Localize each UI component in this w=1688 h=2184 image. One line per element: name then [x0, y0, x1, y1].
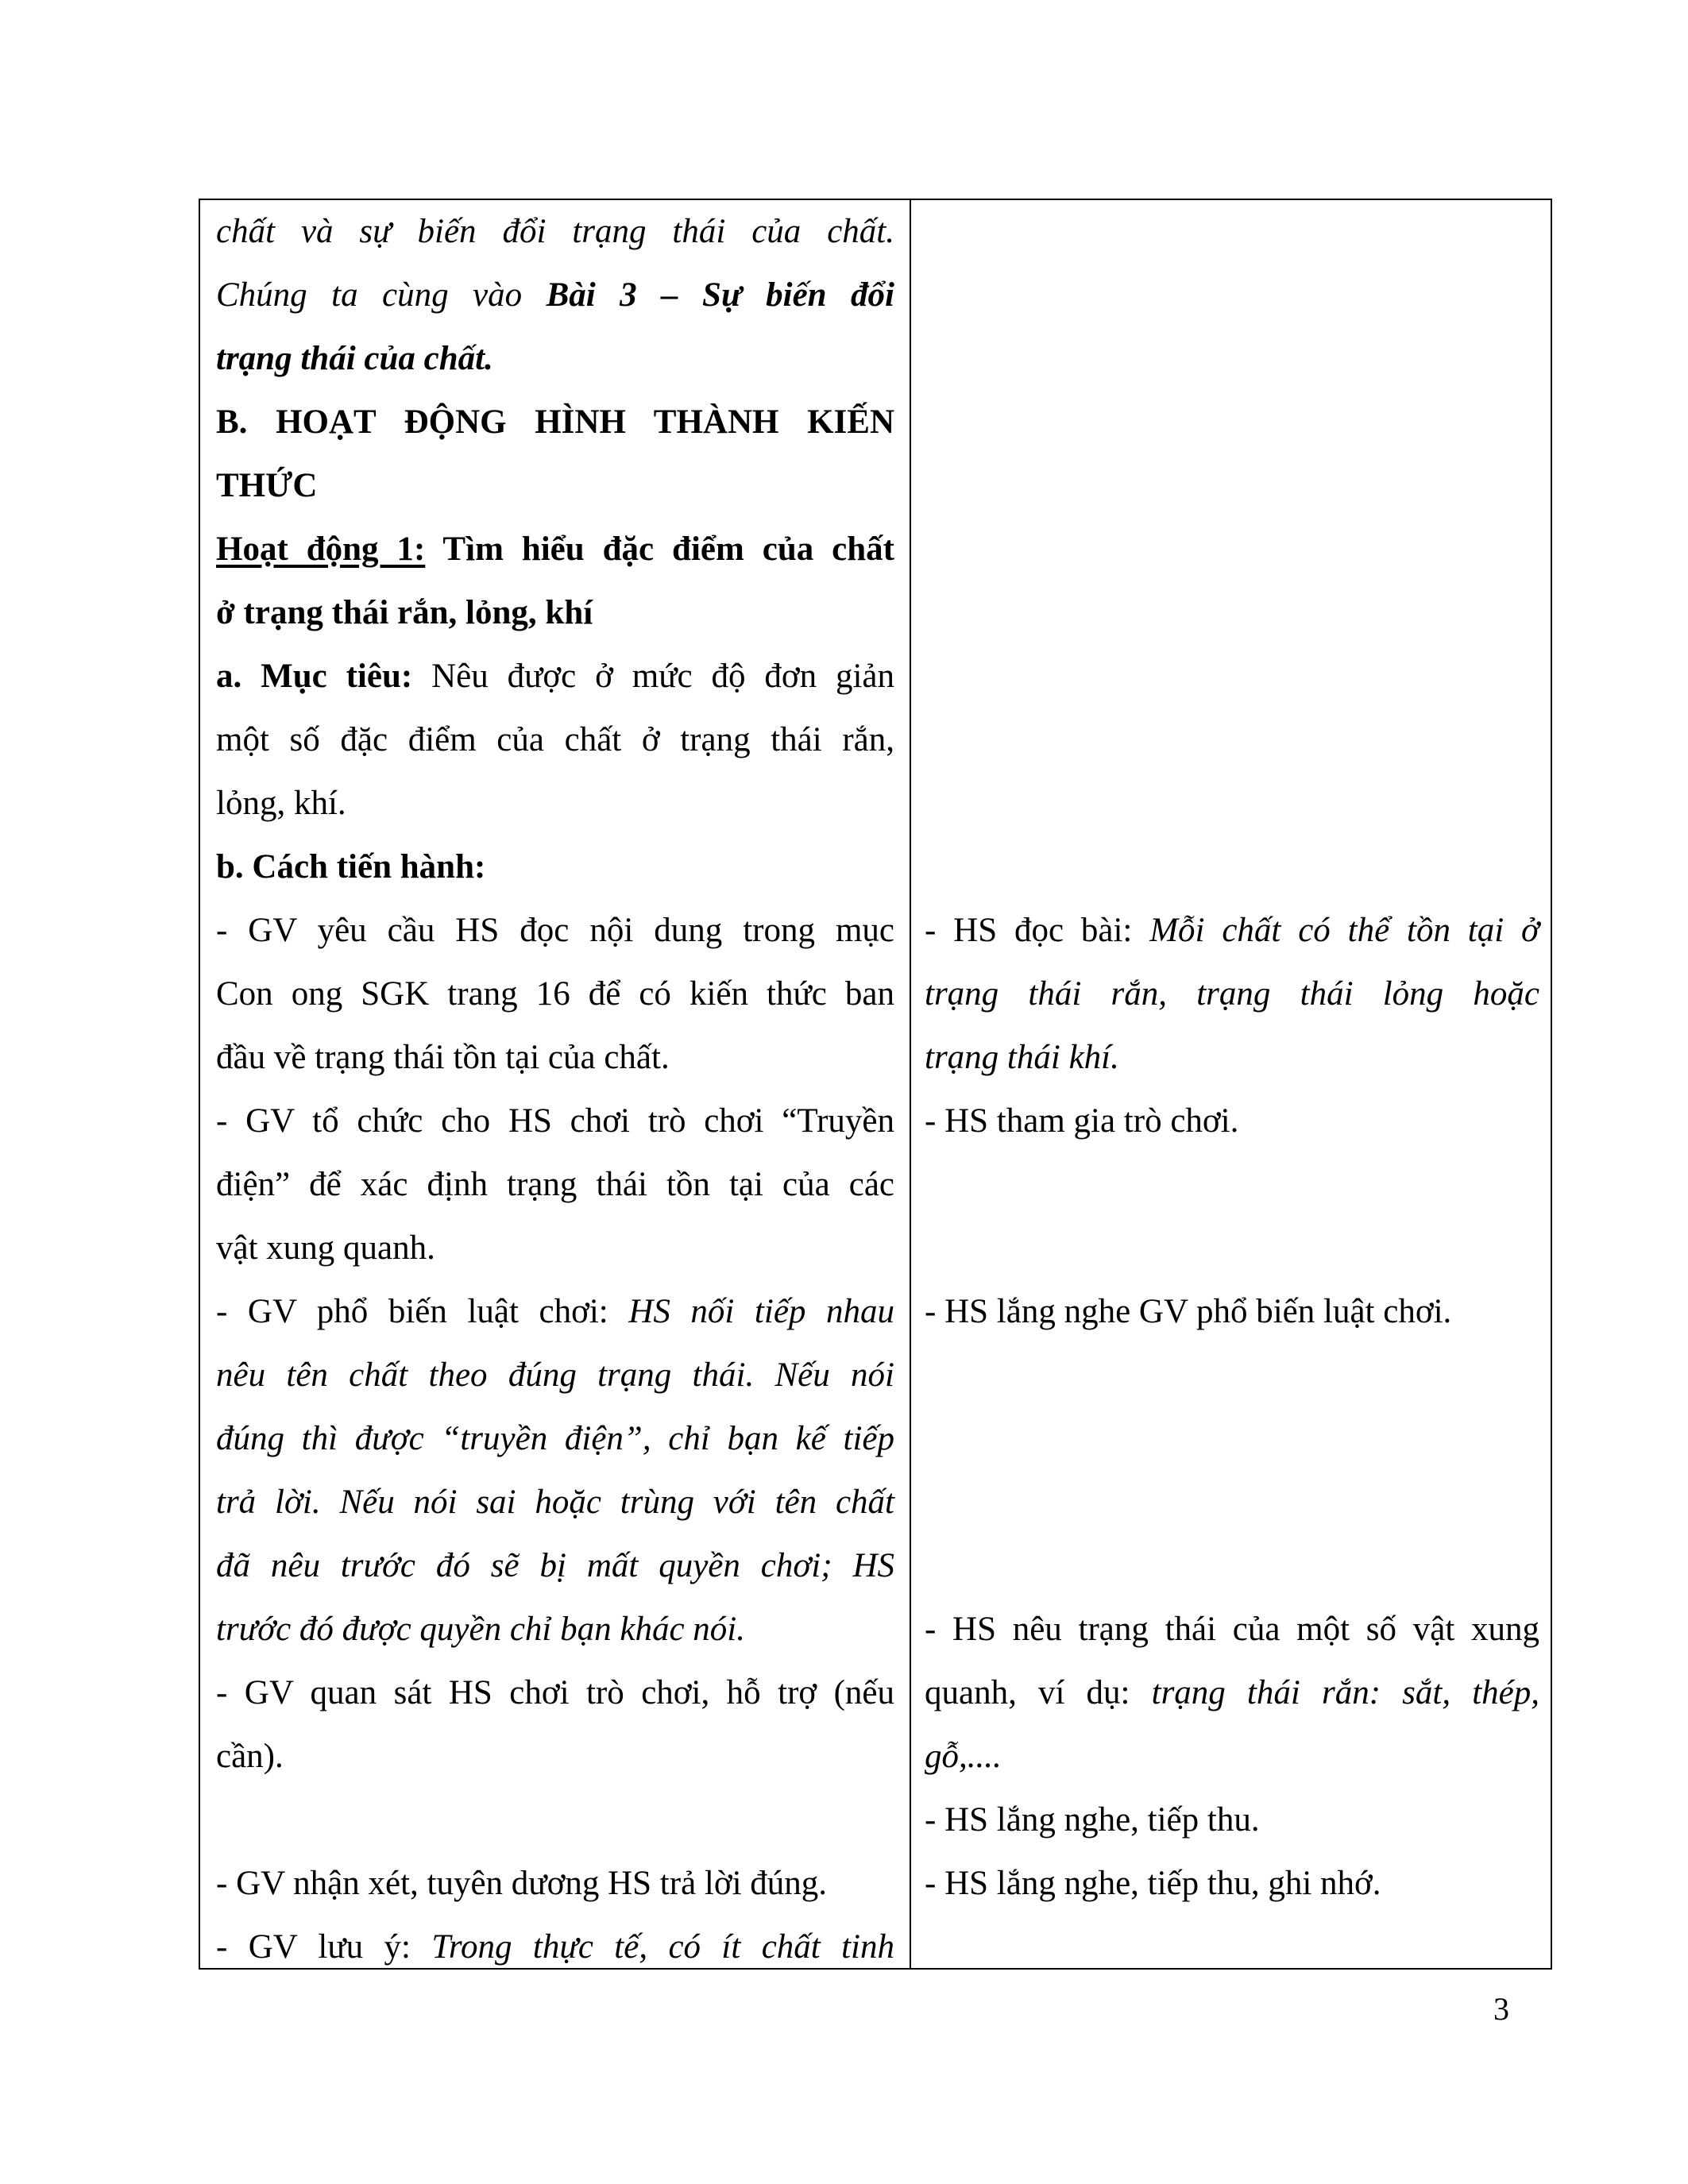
text-line: vật xung quanh.: [216, 1229, 435, 1267]
text-line: cần).: [216, 1738, 284, 1775]
text-line: gỗ,....: [925, 1738, 1002, 1775]
text-line: đã nêu trước đó sẽ bị mất quyền chơi; HS: [216, 1547, 894, 1584]
student-activities-column: [925, 200, 1539, 1968]
section-heading: THỨC: [216, 467, 318, 504]
text-line: trạng thái rắn, trạng thái lỏng hoặc: [925, 975, 1539, 1013]
text-line: trạng thái của chất.: [216, 340, 493, 377]
page-number: 3: [1493, 1991, 1509, 2027]
text-line: a. Mục tiêu: Nêu được ở mức độ đơn giản: [216, 658, 895, 695]
text-line: - GV phổ biến luật chơi: HS nối tiếp nhau: [216, 1293, 894, 1330]
text-line: - GV tổ chức cho HS chơi trò chơi “Truyền: [216, 1102, 894, 1140]
text-line: trước đó được quyền chỉ bạn khác nói.: [216, 1611, 745, 1648]
text-line: điện” để xác định trạng thái tồn tại của các: [216, 1166, 894, 1203]
text-line: - GV quan sát HS chơi trò chơi, hỗ trợ (nếu: [216, 1674, 894, 1711]
text-line: quanh, ví dụ: trạng thái rắn: sắt, thép,: [925, 1674, 1539, 1711]
teacher-activities-column: [216, 200, 894, 1968]
text-line: chất và sự biến đổi trạng thái của chất.: [216, 213, 894, 250]
activity-heading: ở trạng thái rắn, lỏng, khí: [216, 594, 593, 631]
text-line: trạng thái khí.: [925, 1039, 1119, 1076]
text-line: - HS tham gia trò chơi.: [925, 1102, 1239, 1140]
text-line: - HS lắng nghe, tiếp thu, ghi nhớ.: [925, 1865, 1381, 1902]
text-line: - HS lắng nghe GV phổ biến luật chơi.: [925, 1293, 1452, 1330]
text-line: đúng thì được “truyền điện”, chỉ bạn kế tiếp: [216, 1420, 894, 1457]
text-line: nêu tên chất theo đúng trạng thái. Nếu nói: [216, 1356, 894, 1394]
text-line: Con ong SGK trang 16 để có kiến thức ban: [216, 975, 894, 1013]
subsection-heading: b. Cách tiến hành:: [216, 848, 486, 886]
column-divider: [910, 200, 911, 1968]
text-line: - HS nêu trạng thái của một số vật xung: [925, 1611, 1539, 1648]
text-line: trả lời. Nếu nói sai hoặc trùng với tên chất: [216, 1484, 894, 1521]
text-line: - GV nhận xét, tuyên dương HS trả lời đúng.: [216, 1865, 828, 1902]
section-heading: B. HOẠT ĐỘNG HÌNH THÀNH KIẾN: [216, 403, 894, 441]
text-line: Chúng ta cùng vào Bài 3 – Sự biến đổi: [216, 276, 894, 314]
text-line: đầu về trạng thái tồn tại của chất.: [216, 1039, 670, 1076]
text-line: - HS đọc bài: Mỗi chất có thể tồn tại ở: [925, 912, 1539, 949]
text-line: - GV lưu ý: Trong thực tế, có ít chất tinh: [216, 1928, 894, 1966]
text-line: lỏng, khí.: [216, 785, 346, 822]
text-line: - GV yêu cầu HS đọc nội dung trong mục: [216, 912, 894, 949]
lesson-table: [199, 199, 1552, 1970]
text-line: một số đặc điểm của chất ở trạng thái rắn,: [216, 721, 894, 758]
activity-heading: Hoạt động 1: Tìm hiểu đặc điểm của chất: [216, 531, 894, 568]
text-line: - HS lắng nghe, tiếp thu.: [925, 1801, 1260, 1839]
